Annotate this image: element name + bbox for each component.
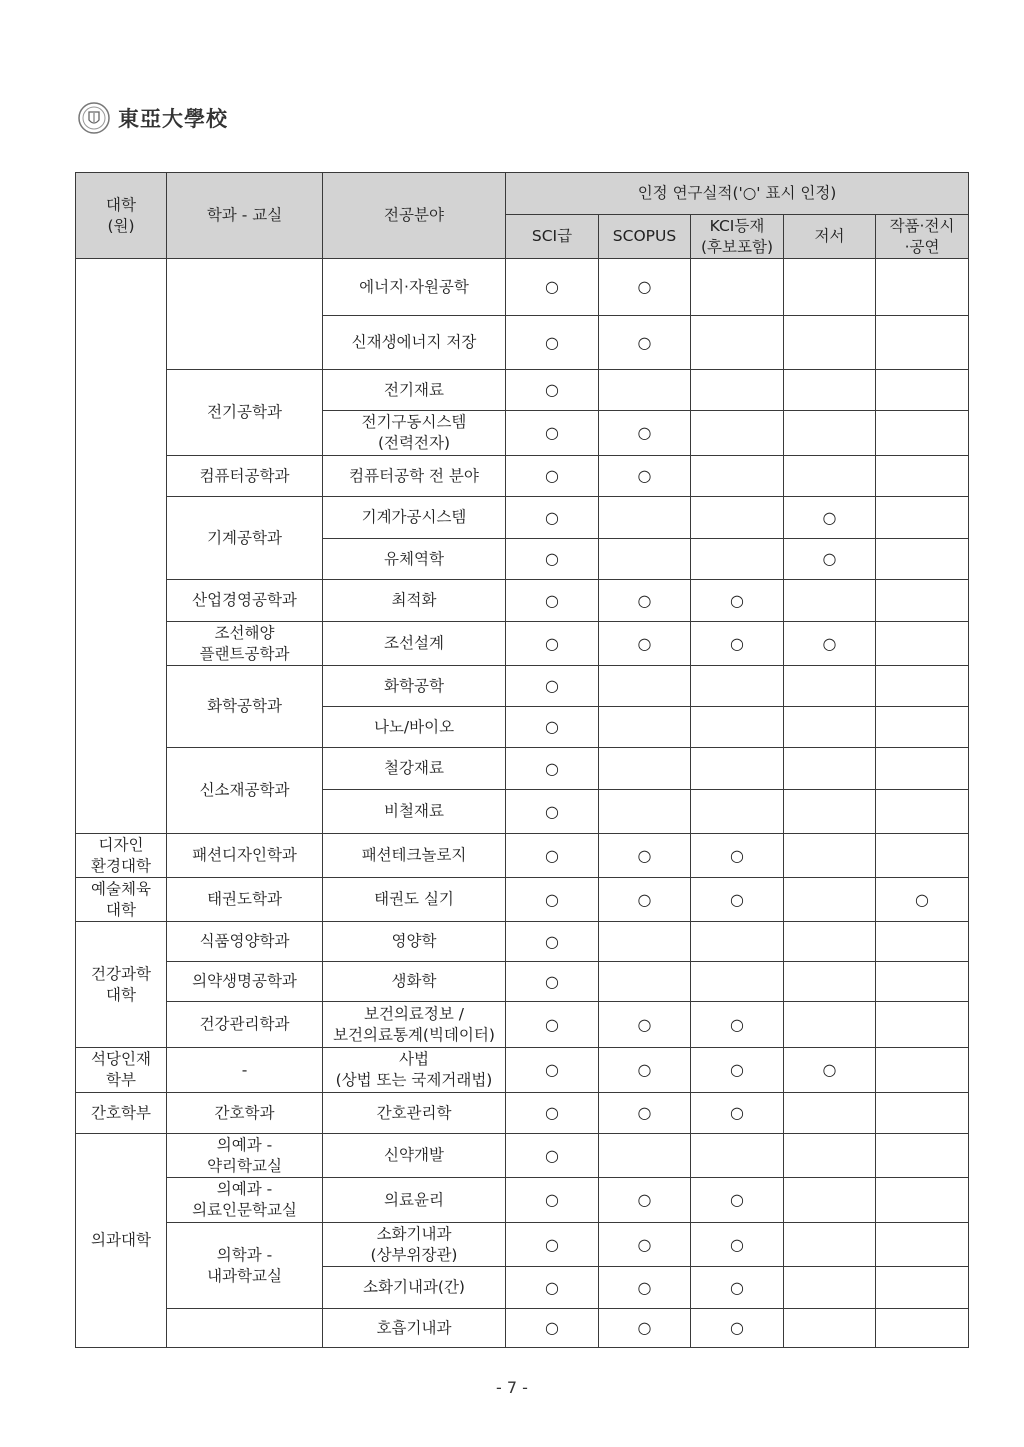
recognition-mark: ○ — [637, 1234, 652, 1254]
mark-cell — [506, 878, 599, 922]
mark-cell — [784, 1267, 876, 1309]
mark-cell — [876, 1093, 969, 1134]
recognition-mark: ○ — [545, 1277, 559, 1297]
mark-cell — [506, 748, 599, 790]
field-cell: 패션테크놀로지 — [323, 834, 506, 878]
mark-cell — [784, 497, 876, 539]
header-scopus: SCOPUS — [599, 215, 691, 259]
recognition-mark: ○ — [545, 717, 559, 736]
mark-cell — [876, 922, 969, 962]
dept-cell: 신소재공학과 — [167, 748, 323, 834]
field-cell: 에너지·자원공학 — [323, 259, 506, 316]
logo — [78, 100, 228, 136]
mark-cell — [691, 1002, 784, 1048]
dept-cell: 의예과 - 의료인문학교실 — [167, 1178, 323, 1223]
recognition-mark: ○ — [730, 633, 744, 653]
dept-cell: 산업경영공학과 — [167, 580, 323, 622]
mark-cell — [506, 316, 599, 370]
dept-cell: - — [167, 1048, 323, 1093]
recognition-mark: ○ — [730, 1190, 744, 1209]
mark-cell — [506, 539, 599, 580]
mark-cell — [691, 370, 784, 411]
mark-cell — [876, 411, 969, 456]
dept-cell: 기계공학과 — [167, 497, 323, 580]
mark-cell — [691, 790, 784, 834]
recognition-mark: ○ — [637, 332, 652, 352]
recognition-mark: ○ — [822, 633, 837, 653]
mark-cell — [691, 1309, 784, 1348]
mark-cell — [599, 1178, 691, 1223]
mark-cell — [876, 1223, 969, 1267]
dept-cell: 식품영양학과 — [167, 922, 323, 962]
field-cell: 나노/바이오 — [323, 707, 506, 748]
recognition-mark: ○ — [545, 1318, 559, 1337]
mark-cell — [506, 622, 599, 666]
field-cell: 사법 (상법 또는 국제거래법) — [323, 1048, 506, 1093]
mark-cell — [784, 790, 876, 834]
mark-cell — [599, 748, 691, 790]
mark-cell — [691, 707, 784, 748]
mark-cell — [506, 1309, 599, 1348]
mark-cell — [784, 1223, 876, 1267]
dept-cell — [167, 259, 323, 370]
mark-cell — [876, 707, 969, 748]
field-cell: 유체역학 — [323, 539, 506, 580]
mark-cell — [506, 580, 599, 622]
recognition-mark: ○ — [545, 507, 559, 527]
mark-cell — [506, 1267, 599, 1309]
mark-cell — [784, 834, 876, 878]
mark-cell — [876, 497, 969, 539]
recognition-mark: ○ — [545, 845, 559, 865]
header-book: 저서 — [784, 215, 876, 259]
mark-cell — [784, 539, 876, 580]
research-recognition-table — [75, 172, 969, 1348]
recognition-mark: ○ — [545, 1190, 559, 1209]
mark-cell — [691, 539, 784, 580]
recognition-mark: ○ — [637, 889, 652, 909]
mark-cell — [599, 834, 691, 878]
mark-cell — [506, 259, 599, 316]
mark-cell — [876, 370, 969, 411]
dept-cell: 의약생명공학과 — [167, 962, 323, 1002]
mark-cell — [691, 580, 784, 622]
recognition-mark: ○ — [545, 676, 559, 695]
logo-text: 東亞大學校 — [118, 106, 228, 131]
mark-cell — [599, 962, 691, 1002]
mark-cell — [876, 1267, 969, 1309]
mark-cell — [506, 962, 599, 1002]
mark-cell — [784, 962, 876, 1002]
mark-cell — [599, 1309, 691, 1348]
field-cell: 전기재료 — [323, 370, 506, 411]
mark-cell — [876, 1048, 969, 1093]
mark-cell — [599, 1267, 691, 1309]
dept-cell: 건강관리학과 — [167, 1002, 323, 1048]
mark-cell — [784, 370, 876, 411]
recognition-mark: ○ — [545, 889, 559, 909]
college-cell: 간호학부 — [76, 1093, 167, 1134]
mark-cell — [691, 1267, 784, 1309]
recognition-mark: ○ — [822, 1060, 837, 1079]
mark-cell — [876, 834, 969, 878]
field-cell: 호흡기내과 — [323, 1309, 506, 1348]
recognition-mark: ○ — [730, 1234, 744, 1254]
mark-cell — [876, 878, 969, 922]
field-cell: 신재생에너지 저장 — [323, 316, 506, 370]
field-cell: 조선설계 — [323, 622, 506, 666]
mark-cell — [784, 580, 876, 622]
mark-cell — [599, 370, 691, 411]
mark-cell — [691, 666, 784, 707]
field-cell: 최적화 — [323, 580, 506, 622]
header-recognition-group: 인정 연구실적('○' 표시 인정) — [506, 173, 969, 215]
field-cell: 화학공학 — [323, 666, 506, 707]
recognition-mark: ○ — [637, 1103, 652, 1122]
dept-cell: 컴퓨터공학과 — [167, 456, 323, 497]
field-cell: 컴퓨터공학 전 분야 — [323, 456, 506, 497]
mark-cell — [784, 748, 876, 790]
dept-cell: 의학과 - 내과학교실 — [167, 1223, 323, 1309]
header-sci: SCI급 — [506, 215, 599, 259]
mark-cell — [876, 316, 969, 370]
recognition-mark: ○ — [545, 971, 559, 991]
recognition-mark: ○ — [545, 1145, 559, 1165]
recognition-mark: ○ — [730, 845, 744, 865]
field-cell: 기계가공시스템 — [323, 497, 506, 539]
mark-cell — [506, 666, 599, 707]
mark-cell — [599, 1048, 691, 1093]
recognition-mark: ○ — [822, 507, 837, 527]
dept-cell: 패션디자인학과 — [167, 834, 323, 878]
recognition-mark: ○ — [730, 1103, 744, 1122]
mark-cell — [506, 411, 599, 456]
recognition-mark: ○ — [637, 1014, 652, 1034]
recognition-mark: ○ — [545, 801, 559, 821]
mark-cell — [784, 316, 876, 370]
mark-cell — [599, 666, 691, 707]
mark-cell — [599, 1093, 691, 1134]
mark-cell — [599, 259, 691, 316]
header-field: 전공분야 — [323, 173, 506, 259]
mark-cell — [876, 259, 969, 316]
recognition-mark: ○ — [545, 1103, 559, 1122]
mark-cell — [876, 790, 969, 834]
mark-cell — [506, 1178, 599, 1223]
recognition-mark: ○ — [545, 423, 559, 442]
recognition-mark: ○ — [730, 1060, 744, 1079]
recognition-mark: ○ — [637, 423, 652, 442]
mark-cell — [691, 1093, 784, 1134]
mark-cell — [599, 622, 691, 666]
mark-cell — [599, 411, 691, 456]
field-cell: 신약개발 — [323, 1134, 506, 1178]
mark-cell — [506, 370, 599, 411]
mark-cell — [599, 580, 691, 622]
college-cell: 의과대학 — [76, 1134, 167, 1348]
recognition-mark: ○ — [545, 466, 559, 485]
mark-cell — [691, 1134, 784, 1178]
mark-cell — [691, 1223, 784, 1267]
header-works: 작품·전시 ·공연 — [876, 215, 969, 259]
mark-cell — [506, 1048, 599, 1093]
mark-cell — [506, 834, 599, 878]
mark-cell — [599, 539, 691, 580]
mark-cell — [876, 1309, 969, 1348]
college-cell: 석당인재 학부 — [76, 1048, 167, 1093]
field-cell: 의료윤리 — [323, 1178, 506, 1223]
mark-cell — [876, 962, 969, 1002]
college-cell: 디자인 환경대학 — [76, 834, 167, 878]
mark-cell — [784, 1002, 876, 1048]
mark-cell — [784, 922, 876, 962]
field-cell: 소화기내과(간) — [323, 1267, 506, 1309]
recognition-mark: ○ — [822, 549, 837, 568]
dept-cell: 의예과 - 약리학교실 — [167, 1134, 323, 1178]
mark-cell — [506, 1093, 599, 1134]
mark-cell — [599, 456, 691, 497]
recognition-mark: ○ — [730, 1014, 744, 1034]
mark-cell — [506, 922, 599, 962]
mark-cell — [599, 1134, 691, 1178]
mark-cell — [506, 1134, 599, 1178]
header-dept: 학과 - 교실 — [167, 173, 323, 259]
recognition-mark: ○ — [545, 633, 559, 653]
mark-cell — [506, 1223, 599, 1267]
field-cell: 보건의료정보 / 보건의료통계(빅데이터) — [323, 1002, 506, 1048]
recognition-mark: ○ — [637, 277, 652, 296]
field-cell: 간호관리학 — [323, 1093, 506, 1134]
recognition-mark: ○ — [545, 758, 559, 778]
mark-cell — [691, 834, 784, 878]
page-number: - 7 - — [496, 1378, 528, 1397]
mark-cell — [691, 1178, 784, 1223]
recognition-mark: ○ — [915, 889, 930, 909]
recognition-mark: ○ — [545, 549, 559, 568]
mark-cell — [691, 878, 784, 922]
field-cell: 영양학 — [323, 922, 506, 962]
recognition-mark: ○ — [545, 931, 559, 951]
university-seal-icon — [78, 102, 110, 134]
recognition-mark: ○ — [730, 1277, 744, 1297]
dept-cell: 조선해양 플랜트공학과 — [167, 622, 323, 666]
mark-cell — [691, 622, 784, 666]
college-cell: 건강과학 대학 — [76, 922, 167, 1048]
dept-cell: 태권도학과 — [167, 878, 323, 922]
dept-cell: 화학공학과 — [167, 666, 323, 748]
recognition-mark: ○ — [545, 590, 559, 610]
header-college: 대학 (원) — [76, 173, 167, 259]
mark-cell — [691, 1048, 784, 1093]
mark-cell — [691, 259, 784, 316]
mark-cell — [784, 1048, 876, 1093]
mark-cell — [691, 497, 784, 539]
mark-cell — [876, 539, 969, 580]
mark-cell — [691, 411, 784, 456]
mark-cell — [599, 316, 691, 370]
field-cell: 전기구동시스템 (전력전자) — [323, 411, 506, 456]
mark-cell — [691, 456, 784, 497]
dept-cell: 전기공학과 — [167, 370, 323, 456]
mark-cell — [506, 456, 599, 497]
mark-cell — [691, 922, 784, 962]
mark-cell — [784, 411, 876, 456]
recognition-mark: ○ — [545, 277, 559, 296]
mark-cell — [876, 622, 969, 666]
mark-cell — [876, 1178, 969, 1223]
college-cell — [76, 259, 167, 834]
recognition-mark: ○ — [730, 590, 744, 610]
mark-cell — [784, 1178, 876, 1223]
field-cell: 소화기내과 (상부위장관) — [323, 1223, 506, 1267]
dept-cell — [167, 1309, 323, 1348]
recognition-mark: ○ — [637, 466, 652, 485]
mark-cell — [876, 748, 969, 790]
mark-cell — [599, 790, 691, 834]
mark-cell — [784, 1134, 876, 1178]
recognition-mark: ○ — [637, 1318, 652, 1337]
college-cell: 예술체육 대학 — [76, 878, 167, 922]
header-kci: KCI등재 (후보포함) — [691, 215, 784, 259]
mark-cell — [599, 878, 691, 922]
recognition-mark: ○ — [637, 633, 652, 653]
mark-cell — [506, 1002, 599, 1048]
mark-cell — [506, 790, 599, 834]
recognition-mark: ○ — [545, 1014, 559, 1034]
mark-cell — [784, 259, 876, 316]
mark-cell — [599, 1223, 691, 1267]
field-cell: 비철재료 — [323, 790, 506, 834]
mark-cell — [876, 666, 969, 707]
field-cell: 태권도 실기 — [323, 878, 506, 922]
mark-cell — [599, 497, 691, 539]
recognition-mark: ○ — [730, 1318, 744, 1337]
mark-cell — [876, 1002, 969, 1048]
mark-cell — [876, 456, 969, 497]
recognition-mark: ○ — [637, 1060, 652, 1079]
recognition-mark: ○ — [545, 1234, 559, 1254]
recognition-mark: ○ — [637, 1277, 652, 1297]
recognition-mark: ○ — [545, 380, 559, 399]
field-cell: 생화학 — [323, 962, 506, 1002]
recognition-mark: ○ — [545, 332, 559, 352]
recognition-mark: ○ — [637, 845, 652, 865]
recognition-mark: ○ — [637, 1190, 652, 1209]
mark-cell — [599, 707, 691, 748]
recognition-mark: ○ — [637, 590, 652, 610]
mark-cell — [599, 1002, 691, 1048]
mark-cell — [784, 622, 876, 666]
mark-cell — [691, 748, 784, 790]
mark-cell — [691, 962, 784, 1002]
recognition-mark: ○ — [545, 1060, 559, 1079]
mark-cell — [876, 1134, 969, 1178]
field-cell: 철강재료 — [323, 748, 506, 790]
mark-cell — [876, 580, 969, 622]
mark-cell — [784, 707, 876, 748]
mark-cell — [784, 878, 876, 922]
mark-cell — [784, 1309, 876, 1348]
mark-cell — [784, 666, 876, 707]
mark-cell — [784, 1093, 876, 1134]
recognition-mark: ○ — [730, 889, 744, 909]
dept-cell: 간호학과 — [167, 1093, 323, 1134]
mark-cell — [506, 707, 599, 748]
mark-cell — [506, 497, 599, 539]
mark-cell — [599, 922, 691, 962]
mark-cell — [691, 316, 784, 370]
mark-cell — [784, 456, 876, 497]
